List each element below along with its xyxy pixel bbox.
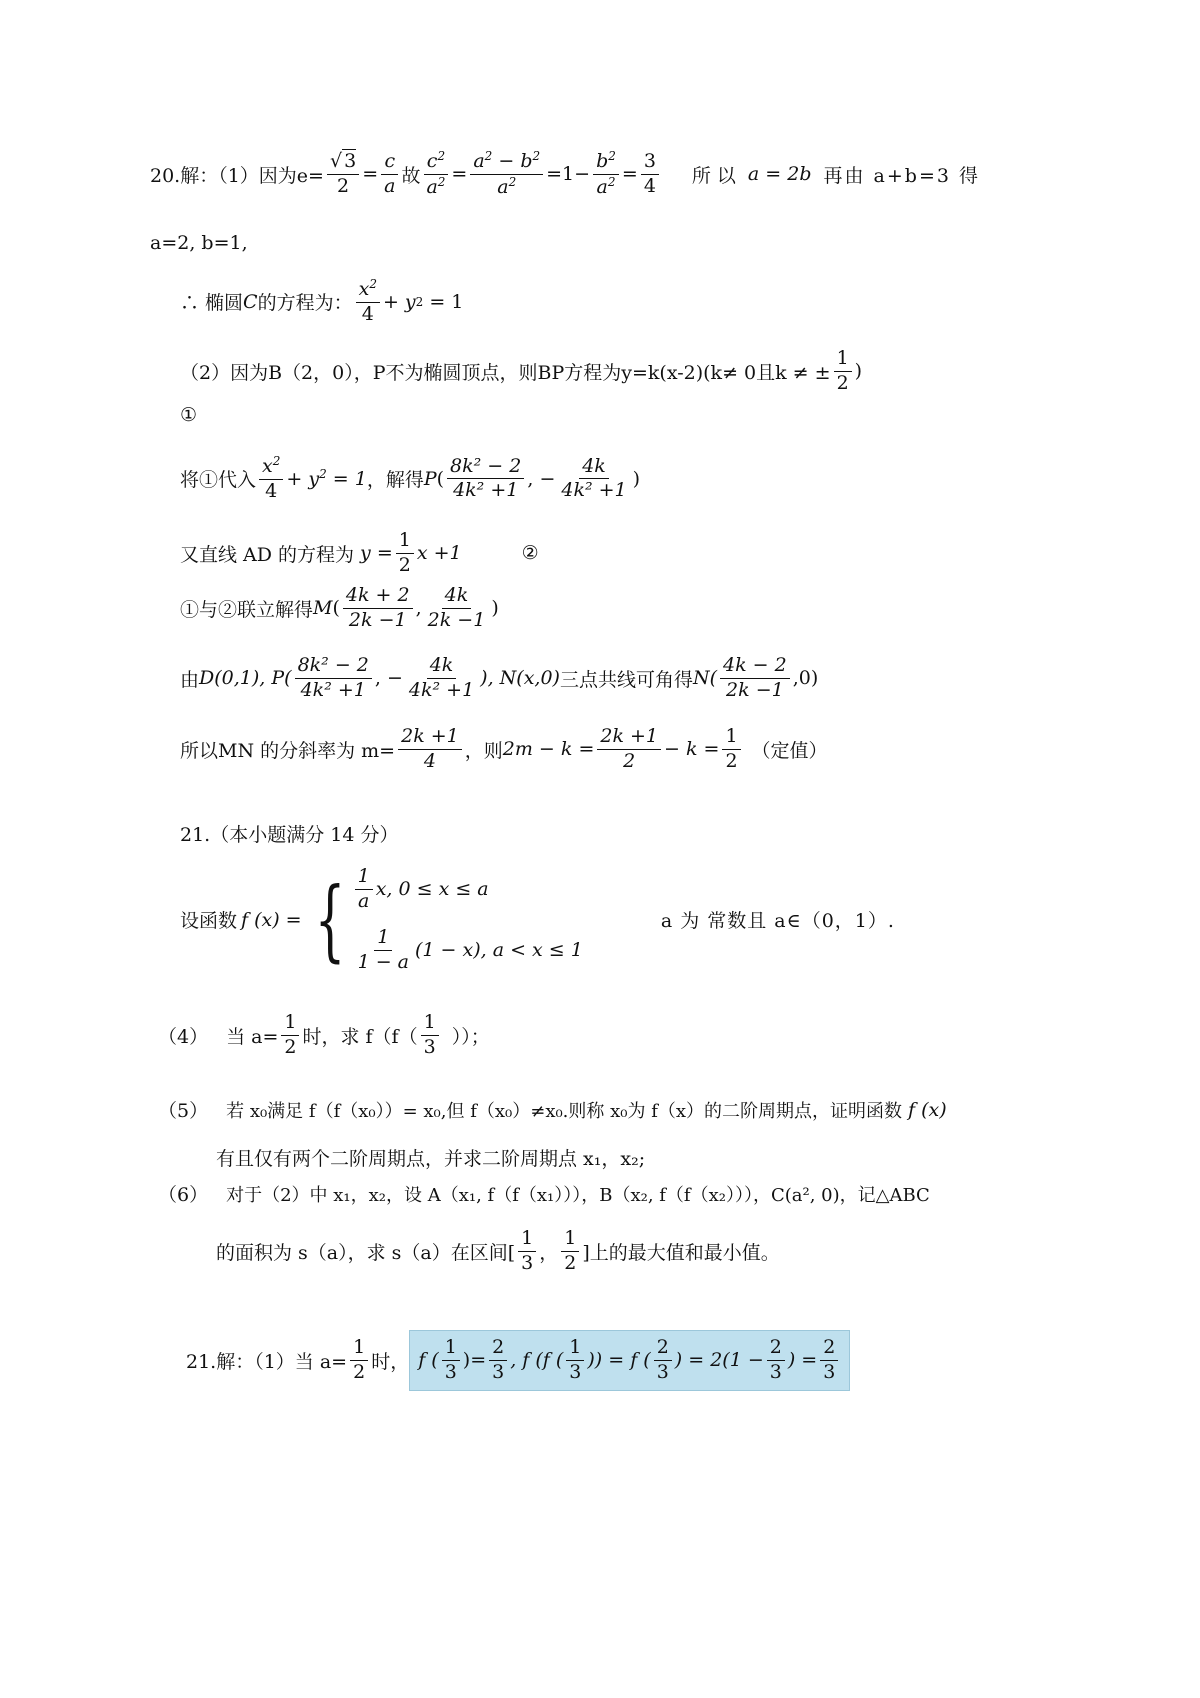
q21-title [180, 820, 398, 847]
sqrt3: 3 [344, 150, 357, 172]
frac-sqrt3-over-2 [327, 151, 359, 198]
frac-py2: $\frac{4k}{\text{4k² +1}}$ [408, 654, 475, 701]
set-fn-text: 设函数 [180, 910, 238, 933]
solve-p: ，解得 [366, 469, 424, 492]
m-line: ①与②联立解得 M ( $\frac{4k + 2}{2k -1}$ , $\frac{4k}{2k -1}$ ) [180, 584, 499, 631]
p20-line2 [150, 232, 248, 254]
a2: a [426, 175, 438, 198]
plus-y: + y [382, 290, 416, 313]
den-a: a [384, 174, 396, 197]
two-m-k: 2m − k = [502, 738, 595, 761]
frac-x2-over-4-b: $\frac{x^2}{4}$ [259, 455, 283, 503]
den-2: 2 [337, 174, 350, 197]
item-6-line2: 的面积为 s（a），求 s（a）在区间[ $\frac{1}{3}$ ， $\frac{1}{2}$ ]上的最大值和最小值。 [216, 1227, 780, 1274]
therefore-text: ∴ 椭圆 [180, 292, 244, 315]
i5-label: （5） [158, 1100, 209, 1122]
neq-zero: ≠ 0且k ≠ ± [722, 361, 831, 384]
item-4: （4） 当 a= $\frac{1}{2}$ 时，求 f（f（ $\frac{1}{3}$ ））； [158, 1011, 490, 1058]
eqn-label: 的方程为： [257, 292, 353, 315]
frac-my [425, 585, 489, 632]
frac-1-over-2-b: $\frac{1}{2}$ [396, 530, 414, 577]
highlighted-formula: f ( $\frac{1}{3}$ )= $\frac{2}{3}$ , f (f ( $\frac{1}{3}$ )) = f ( $\frac{2}{3}$ ) = 2(1 − $\frac{2}{3}$ ) = $\frac{2}{3}$ [409, 1330, 850, 1391]
i4-b: 时，求 f（f（ [302, 1025, 418, 1048]
a-b-values: a=2, b=1, [150, 232, 248, 254]
C-label: C [243, 290, 258, 313]
eq-one-minus: =1− [546, 163, 591, 186]
frac-3-over-4 [641, 151, 659, 198]
a21-shi: 时， [371, 1350, 410, 1373]
suoyi-text: 所以 [691, 164, 742, 187]
ad-text: 又直线 AD 的方程为 [180, 543, 355, 566]
n-den: 2k −1 [726, 678, 784, 701]
minus-sign: − [498, 150, 515, 172]
den-4: 4 [643, 174, 656, 197]
frac-1-over-2-c: $\frac{1}{2}$ [722, 726, 740, 773]
part2-text: （2）因为B（2，0），P不为椭圆顶点，则BP方程为y=k(x-2)(k [180, 361, 723, 384]
mn-line [180, 726, 828, 773]
minus-k: − k = [664, 738, 720, 761]
ad-eq: y = [360, 542, 393, 565]
p-num1: 8k² − 2 [447, 456, 524, 480]
f-eq2: ) = 2(1 − [674, 1349, 764, 1372]
i4-a: 当 a= [226, 1025, 279, 1048]
circ2-text: ② [521, 542, 539, 565]
sq1: 2 [437, 149, 446, 163]
frac-nx [720, 655, 790, 702]
case-2: $\frac{1}{1 - a}$ (1 − x), a < x ≤ 1 [352, 927, 583, 974]
then-text: ，则 [464, 739, 503, 762]
num-3: 3 [641, 151, 659, 175]
i6-line2a: 的面积为 s（a），求 s（a）在区间[ [216, 1241, 516, 1264]
p-den1: 4k² +1 [453, 479, 519, 502]
frac-mn [398, 726, 462, 773]
D-P-label: D(0,1), P( [199, 667, 292, 690]
join-text: ①与②联立解得 [180, 598, 314, 621]
n-num: 4k − 2 [720, 655, 790, 679]
a-eq-2b: a = 2b [747, 163, 812, 186]
case-1: $\frac{1}{a}$ x, 0 ≤ x ≤ a [352, 866, 583, 913]
num-c: c [381, 151, 398, 175]
circle-one [180, 404, 197, 426]
p20-line1: 20.解：（1）因为e= $\frac{√ 3}{2}$ = $\frac{c}{a}$ 故 $\frac{c^2}{a^2}$ = $\frac{a^2 - b^2}{a^2}$ =1− $\frac{b^2}{a^2}$ = $\frac{3}{4}$ 所以 a = 2b 再由 a+b=3 得 [150, 149, 980, 198]
sub-text: 将①代入 [180, 469, 257, 492]
mn-den: 4 [423, 749, 436, 772]
frac-c-over-a [381, 151, 398, 198]
by-text: 由 [180, 668, 200, 691]
const-text: （定值） [751, 739, 828, 762]
c2: c [426, 150, 438, 172]
ad-tail: x +1 [416, 542, 462, 565]
i6-line2b: ， [539, 1241, 559, 1264]
frac-x2-over-4: $\frac{x^2}{4}$ [356, 278, 380, 326]
i6-line2c: ]上的最大值和最小值。 [582, 1241, 780, 1264]
q21-title-text: 21.（本小题满分 14 分） [180, 824, 399, 846]
piecewise-cases [352, 866, 583, 973]
m-den2: 2k −1 [427, 608, 486, 631]
i6-line1: 对于（2）中 x₁，x₂，设 A（x₁, f（f（x₁））），B（x₂, f（f（x₂））），C(a², 0)，记△ABC [226, 1184, 930, 1206]
gu-text: 故 [401, 164, 421, 187]
i4-label: （4） [158, 1025, 209, 1048]
ellipse-equation: ∴ 椭圆 C 的方程为： $\frac{x^2}{4}$ + y 2 = 1 [180, 277, 464, 325]
a-num: a [473, 150, 485, 172]
frac-mx [343, 585, 413, 632]
f-open: f ( [418, 1349, 439, 1372]
left-brace: { [314, 867, 345, 971]
cond-text: a 为 常数且 a∈（0，1）. [660, 910, 895, 933]
m-num1: 4k + 2 [343, 585, 413, 609]
item-5-line1 [158, 1096, 947, 1123]
N2-label: N( [692, 667, 718, 690]
one-minus-a: 1 − a [357, 950, 410, 973]
i5-line2: 有且仅有两个二阶周期点，并求二阶周期点 x₁，x₂; [216, 1148, 646, 1170]
collinear-text: 三点共线可角得 [559, 668, 693, 691]
i4-c: ））； [451, 1025, 490, 1048]
answer-21: 21.解：（1）当 a= $\frac{1}{2}$ 时， f ( $\frac{1}{3}$ )= $\frac{2}{3}$ , f (f ( $\frac{1}{3}$ )) = f ( $\frac{2}{3}$ ) = 2(1 − $\frac{2}{3}$ ) = $\frac{2}{3}$ [186, 1330, 850, 1391]
i6-label: （6） [158, 1184, 209, 1206]
ad-line [180, 530, 539, 577]
m-num2: 4k [442, 585, 472, 609]
p20-head: 20.解：（1）因为e= [150, 164, 324, 187]
f-comma: , f (f ( [510, 1349, 564, 1372]
frac-a2b2-over-a2: $\frac{a^2 - b^2}{a^2}$ [470, 150, 543, 199]
fx-label: f (x) = [241, 908, 302, 931]
f-close: )) = f ( [587, 1349, 651, 1372]
b-num: b [520, 150, 533, 172]
frac-1-over-2-a: $\frac{1}{2}$ [834, 348, 852, 395]
f-mid: )= [462, 1349, 487, 1372]
p-num2: 4k [579, 456, 609, 480]
b2: b [596, 150, 609, 172]
sqrt-symbol: √ [329, 150, 343, 172]
N-mid: ), N(x,0) [480, 667, 560, 690]
q21-function [180, 866, 895, 973]
frac-py: $\frac{4k}{\text{4k² +1}}$ [561, 454, 627, 502]
circ1-text: ① [180, 404, 198, 426]
item-6-line1 [158, 1180, 930, 1207]
M-label: M [313, 597, 333, 620]
mn-text: 所以MN 的分斜率为 m= [180, 739, 396, 762]
f-eq3: ) = [787, 1349, 818, 1372]
x-var: x [358, 278, 370, 300]
case2-tail: (1 − x), a < x ≤ 1 [415, 939, 583, 962]
frac-px [447, 456, 524, 503]
m-den1: 2k −1 [348, 608, 407, 631]
mn-num: 2k +1 [398, 726, 462, 750]
frac-px2: $\frac{\text{8k² − 2}}{\text{4k² +1}}$ [295, 655, 372, 702]
eq-one: = 1 [429, 290, 464, 313]
zaiyou-text: 再由 a+b=3 得 [823, 164, 980, 187]
i5-fx: f (x) [908, 1098, 947, 1121]
p20-part2-line: （2）因为B（2，0），P不为椭圆顶点，则BP方程为y=k(x-2)(k ≠ 0且k ≠ ± $\frac{1}{2}$ ) [180, 347, 863, 394]
i5-line1: 若 x₀满足 f（f（x₀））= x₀,但 f（x₀）≠x₀.则称 x₀为 f（x）的二阶周期点，证明函数 [226, 1100, 903, 1122]
a21-head: 21.解：（1）当 a= [186, 1350, 348, 1373]
collinear-line: 由 D(0,1), P( $\frac{\text{8k² − 2}}{\text{4k² +1}}$ , − $\frac{4k}{\text{4k² +1}}$ ), N(x,0) 三点共线可角得 N( $\frac{4k - 2}{2k -1}$ ,0) [180, 654, 819, 701]
item-5-line2 [216, 1144, 645, 1171]
frac-c2-over-a2: $\frac{c^2}{a^2}$ [423, 150, 448, 199]
substitute-line: 将①代入 $\frac{x^2}{4}$ + $y^2 = 1$ ，解得 P ( $\frac{\text{8k² − 2}}{\text{4k² +1}}$ , − $\frac{4k}{\text{4k² +1}}$ ) [180, 454, 641, 502]
n-tail: ,0) [792, 667, 819, 690]
frac-2k1-over-2: $\frac{2k +1}{2}$ [597, 726, 661, 773]
P-label: P [423, 467, 437, 490]
case1-tail: x, 0 ≤ x ≤ a [375, 878, 489, 901]
frac-b2-over-a2: $\frac{b^2}{a^2}$ [593, 150, 619, 199]
